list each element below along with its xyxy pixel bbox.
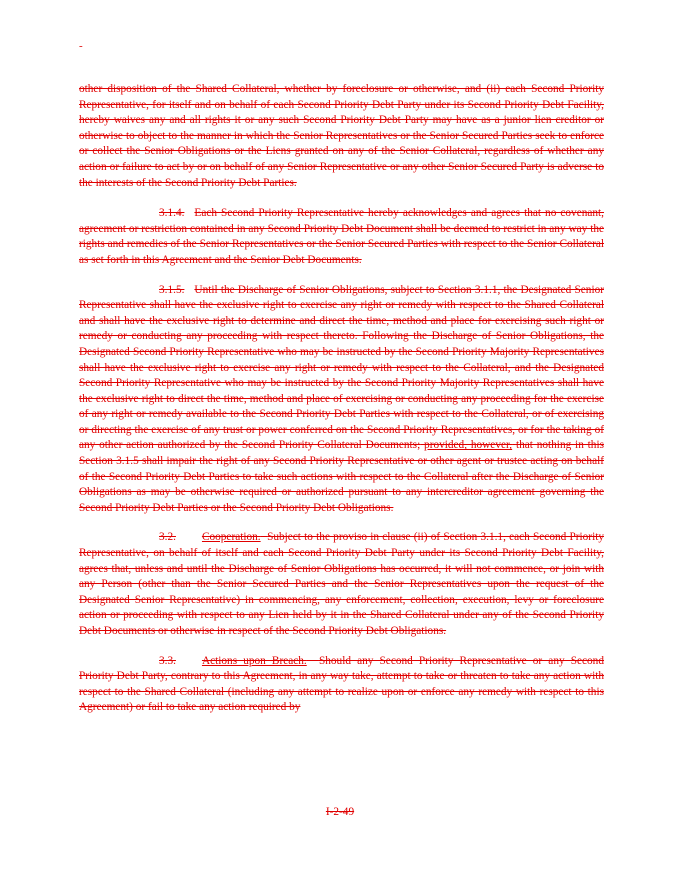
section-3-1-5 [79, 283, 604, 517]
section-3-3 [79, 654, 604, 716]
section-text: Should any Second Priority Representative or any Second Priority Debt Party, contrary to this Agreement, in any way take, attempt to take or threaten to take any action with respect to the Shared Collateral (including any attempt to realize upon or enforce any remedy with respect to this Agreement) or fail to take any action required by [79, 654, 604, 714]
section-number: 3.1.4. [159, 207, 185, 220]
section-3-2 [79, 530, 604, 639]
paragraph-continuation: other disposition of the Shared Collateral, whether by foreclosure or otherwise, and (ii) each Second Priority Representative, for itself and on behalf of each Second Priority Debt Party under its Second Priority Debt Facility, hereby waives any and all rights it or any such Second Priority Debt Party may have as a junior lien creditor or otherwise to object to the manner in which the Senior Representatives or the Senior Secured Parties seek to enforce or collect the Senior Obligations or the Liens granted on any of the Senior Collateral, regardless of whether any action or failure to act by or on behalf of any Senior Representative or any other Senior Secured Party is adverse to the interests of the Second Priority Debt Parties. [79, 83, 604, 189]
section-text: Until the Discharge of Senior Obligations, subject to Section 3.1.1, the Designated Senior Representative shall have the exclusive right to exercise any right or remedy with respect to the Shared Collateral and shall have the exclusive right to determine and direct the time, method and place for exercising such right or remedy or conducting any proceeding with respect thereto. Following the Discharge of Senior Obligations, the Designated Second Priority Representative who may be instructed by the Second Priority Majority Representatives shall have the exclusive right to exercise any right or remedy with respect to the Collateral, and the Designated Second Priority Representative who may be instructed by the Second Priority Majority Representatives shall have the exclusive right to direct the time, method and place of exercising or conducting any proceeding for the exercise of any right or remedy available to the Second Priority Debt Parties with respect to the Collateral, or of exercising or directing the exercise of any trust or power conferred on the Second Priority Representatives, or for the taking of any other action authorized by the Second Priority Collateral Documents; [79, 283, 604, 452]
page-number-footer: I-2-49 [325, 806, 355, 818]
section-number: 3.3. [159, 654, 176, 667]
section-text: Subject to the proviso in clause (ii) of Section 3.1.1, each Second Priority Representative, on behalf of itself and each Second Priority Debt Party under its Second Priority Debt Facility, agrees that, unless and until the Discharge of Senior Obligations has occurred, it will not commence, or join with any Person (other than the Senior Secured Parties and the Senior Representatives upon the request of the Designated Senior Representative) in commencing, any enforcement, collection, execution, levy or foreclosure action or proceeding with respect to any Lien held by it in the Shared Collateral under any of the Second Priority Debt Documents or otherwise in respect of the Second Priority Debt Obligations. [79, 531, 604, 637]
proviso-text: provided, however, [424, 439, 513, 452]
section-heading: Actions upon Breach. [201, 654, 307, 667]
section-number: 3.1.5. [159, 283, 185, 296]
section-text: Each Second Priority Representative hereby acknowledges and agrees that no covenant, agreement or restriction contained in any Second Priority Debt Document shall be deemed to restrict in any way the rights and remedies of the Senior Representatives or the Senior Secured Parties with respect to the Senior Collateral as set forth in this Agreement and the Senior Debt Documents. [79, 207, 604, 266]
section-text-continued: that nothing in this Section 3.1.5 shall impair the right of any Second Priority Representative or other agent or trustee acting on behalf of the Second Priority Debt Parties to take such actions with respect to the Collateral after the Discharge of Senior Obligations as may be otherwise required or authorized pursuant to any intercreditor agreement governing the Second Priority Debt Parties or the Second Priority Debt Obligations. [79, 439, 604, 514]
section-3-1-4 [79, 206, 604, 268]
section-heading: Cooperation. [201, 531, 261, 544]
top-mark: - [79, 40, 83, 52]
document-body [79, 82, 604, 730]
section-number: 3.2. [159, 531, 176, 544]
